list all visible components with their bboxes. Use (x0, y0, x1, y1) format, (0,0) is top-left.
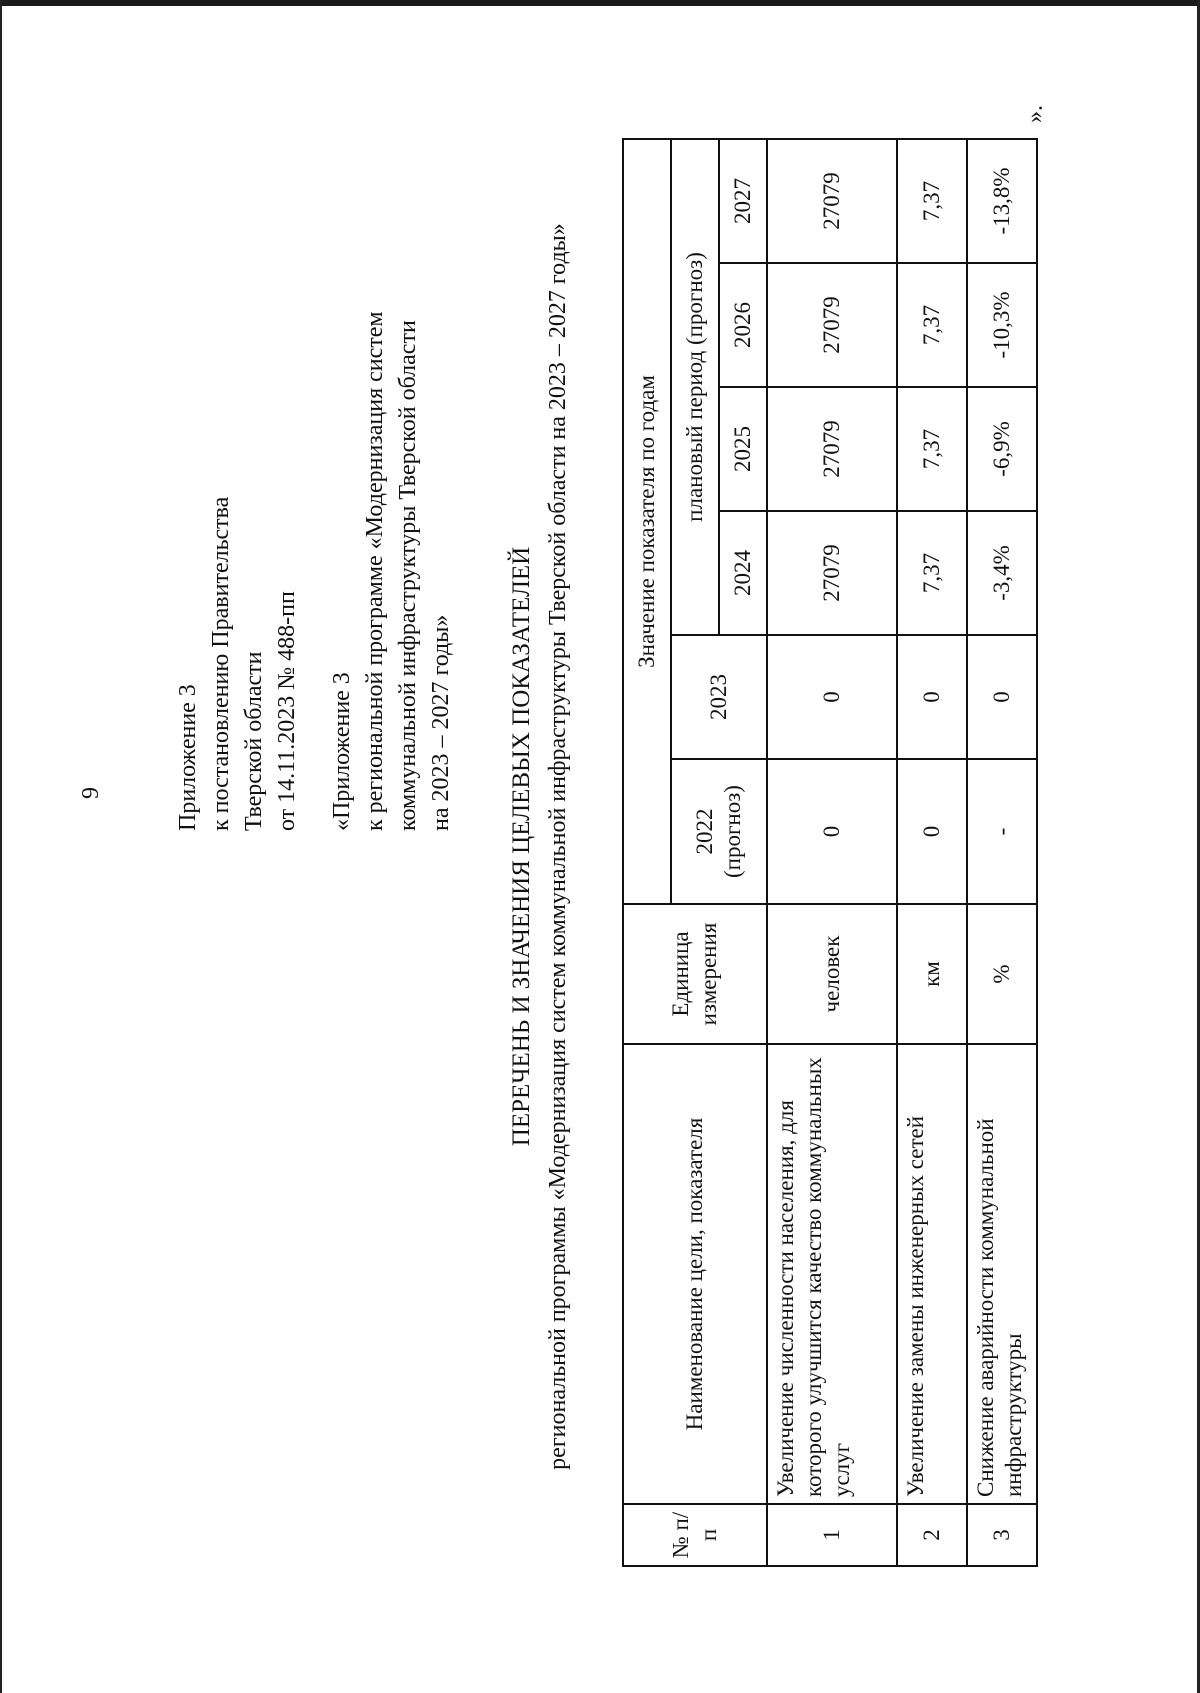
value-2026: 7,37 (897, 263, 967, 387)
table-row (897, 139, 967, 1566)
appendix-line: на 2023 – 2027 годы» (428, 614, 454, 831)
row-number: 3 (967, 1504, 1037, 1566)
indicators-table-wrapper (622, 140, 1038, 1567)
value-2023: 0 (767, 635, 897, 759)
appendix-line: Тверской области (241, 651, 267, 831)
value-2025: 27079 (767, 387, 897, 511)
header-year-2024: 2024 (719, 511, 767, 635)
row-unit: человек (767, 904, 897, 1044)
header-year-2027: 2027 (719, 139, 767, 263)
row-number: 1 (767, 1504, 897, 1566)
document-title (504, 0, 576, 1693)
row-name: Увеличение численности населения, для которого улучшится качество коммунальных услуг (767, 1044, 897, 1504)
header-unit: Единица измерения (623, 904, 767, 1044)
closing-quote-mark: ». (1022, 105, 1048, 123)
value-2027: 27079 (767, 139, 897, 263)
value-2027: 7,37 (897, 139, 967, 263)
row-number: 2 (897, 1504, 967, 1566)
row-name: Увеличение замены инженерных сетей (897, 1044, 967, 1504)
header-year-2025: 2025 (719, 387, 767, 511)
appendix-line: Приложение 3 (175, 684, 201, 831)
header-year-2022 (671, 759, 767, 904)
appendix-header (172, 111, 458, 831)
row-name: Снижение аварийности коммунальной инфраструктуры (967, 1044, 1037, 1504)
value-2024: -3,4% (967, 511, 1037, 635)
appendix-line: к региональной программе «Модернизация систем (362, 311, 388, 831)
value-2022: 0 (897, 759, 967, 904)
header-number: № п/п (623, 1504, 767, 1566)
header-year-2026: 2026 (719, 263, 767, 387)
value-2022: 0 (767, 759, 897, 904)
value-2024: 27079 (767, 511, 897, 635)
appendix-spacer (304, 111, 326, 831)
appendix-line: к постановлению Правительства (208, 496, 234, 831)
value-2023: 0 (897, 635, 967, 759)
value-2027: -13,8% (967, 139, 1037, 263)
value-2026: -10,3% (967, 263, 1037, 387)
page-number: 9 (78, 787, 104, 799)
header-year-2023: 2023 (671, 635, 767, 759)
table-row (767, 139, 897, 1566)
header-values-group: Значение показателя по годам (623, 139, 671, 904)
title-subtitle: региональной программы «Модернизация систем коммунальной инфраструктуры Тверской области на 2023 – 2027 годы» (545, 223, 571, 1470)
table-row (967, 139, 1037, 1566)
value-2025: -6,9% (967, 387, 1037, 511)
header-year-2022-year: 2022 (692, 808, 717, 855)
value-2022: - (967, 759, 1037, 904)
header-name: Наименование цели, показателя (623, 1044, 767, 1504)
value-2024: 7,37 (897, 511, 967, 635)
row-unit: км (897, 904, 967, 1044)
appendix-line: «Приложение 3 (329, 672, 355, 831)
value-2025: 7,37 (897, 387, 967, 511)
indicators-table (622, 138, 1038, 1567)
header-year-2022-note: (прогноз) (720, 785, 745, 878)
appendix-line: коммунальной инфраструктуры Тверской области (395, 320, 421, 831)
title-main: ПЕРЕЧЕНЬ И ЗНАЧЕНИЯ ЦЕЛЕВЫХ ПОКАЗАТЕЛЕЙ (508, 546, 535, 1147)
row-unit: % (967, 904, 1037, 1044)
value-2023: 0 (967, 635, 1037, 759)
value-2026: 27079 (767, 263, 897, 387)
header-planned-period: плановый период (прогноз) (671, 139, 719, 635)
appendix-line: от 14.11.2023 № 488-пп (274, 591, 300, 831)
